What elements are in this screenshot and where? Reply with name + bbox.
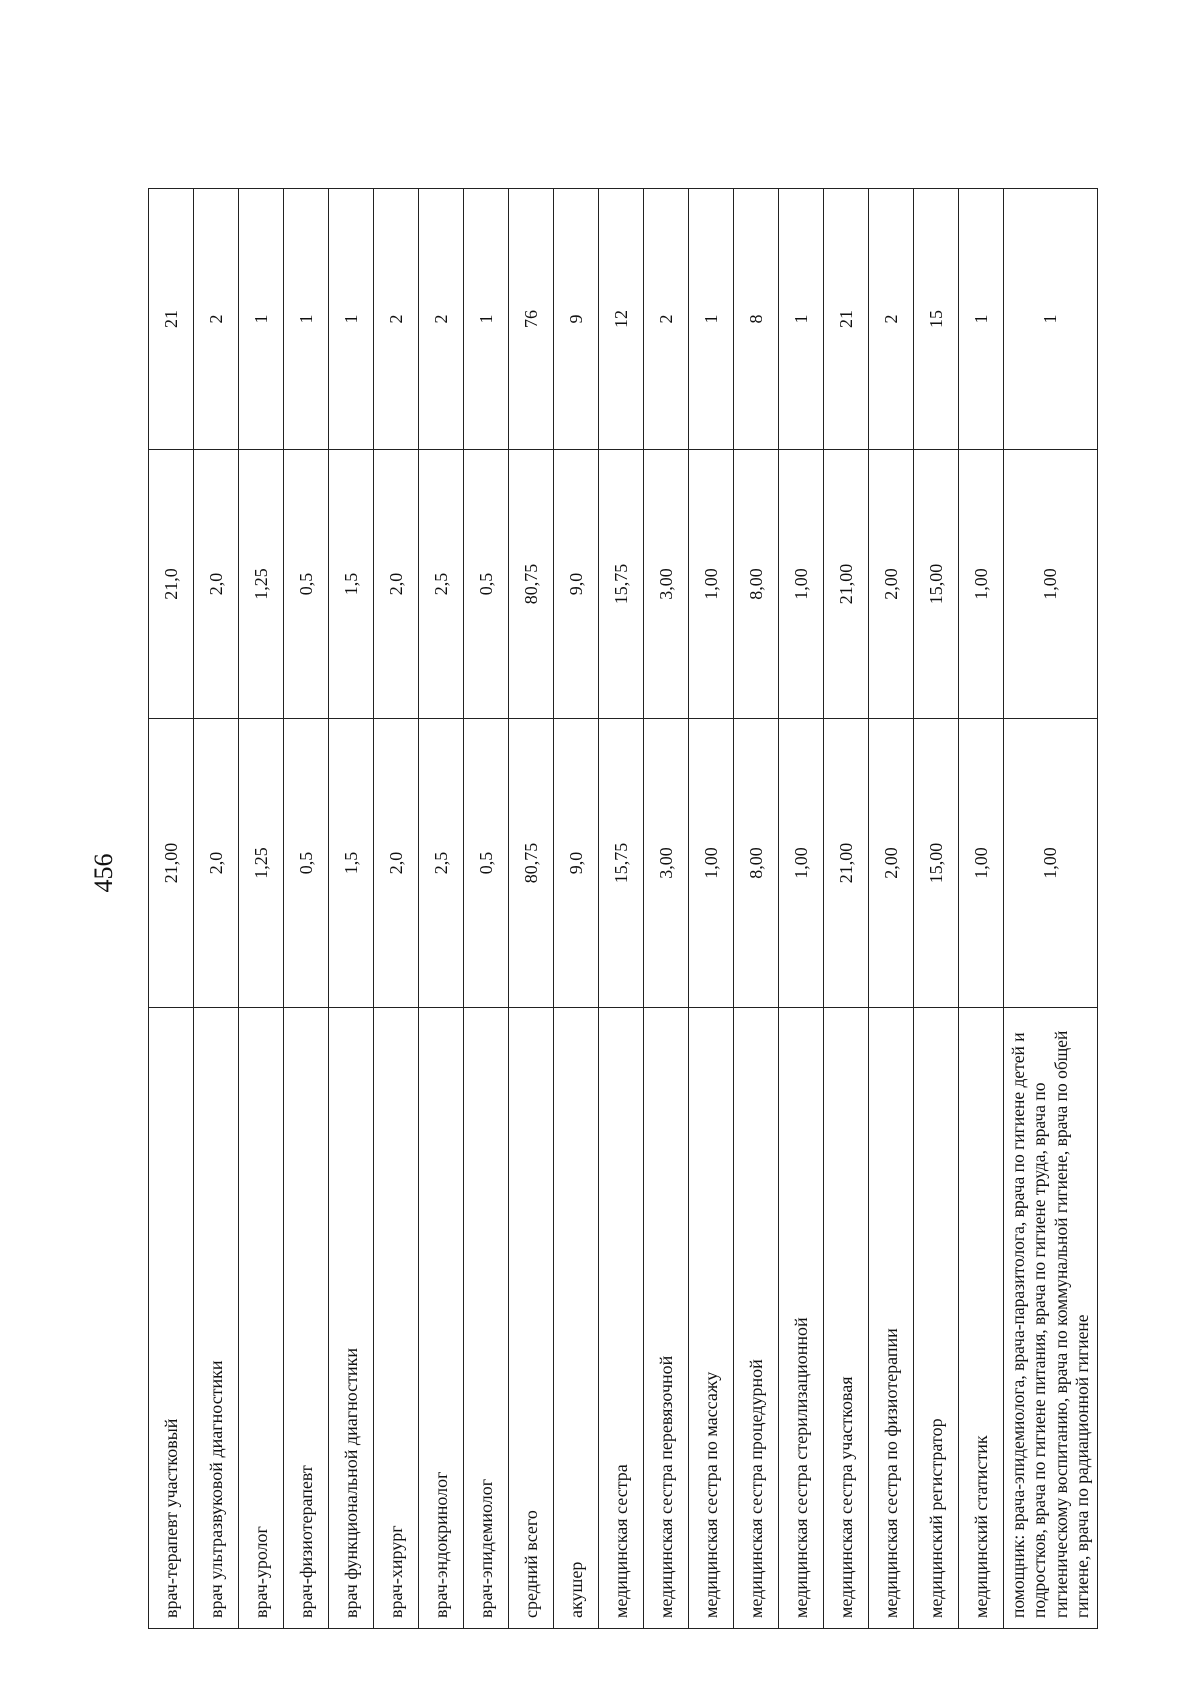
value-cell: 2 (644, 189, 689, 450)
position-name-cell: средний всего (509, 1008, 554, 1629)
value-cell: 1,5 (329, 450, 374, 719)
value-cell: 2,00 (869, 719, 914, 1008)
value-cell: 1,00 (1004, 719, 1098, 1008)
value-cell: 1,00 (1004, 450, 1098, 719)
value-cell: 2 (869, 189, 914, 450)
position-name-cell: врач-терапевт участковый (149, 1008, 194, 1629)
value-cell: 1 (329, 189, 374, 450)
value-cell: 8,00 (734, 719, 779, 1008)
value-cell: 15 (914, 189, 959, 450)
table-row (284, 189, 329, 1629)
value-cell: 2,0 (374, 450, 419, 719)
position-name-cell: врач функциональной диагностики (329, 1008, 374, 1629)
value-cell: 2,5 (419, 719, 464, 1008)
table-row (734, 189, 779, 1629)
table-row (644, 189, 689, 1629)
value-cell: 2 (374, 189, 419, 450)
value-cell: 15,75 (599, 450, 644, 719)
value-cell: 9 (554, 189, 599, 450)
value-cell: 0,5 (464, 450, 509, 719)
value-cell: 21,00 (824, 450, 869, 719)
position-name-cell: медицинская сестра по массажу (689, 1008, 734, 1629)
position-name-cell: врач-уролог (239, 1008, 284, 1629)
value-cell: 80,75 (509, 719, 554, 1008)
value-cell: 15,00 (914, 719, 959, 1008)
value-cell: 12 (599, 189, 644, 450)
value-cell: 1 (284, 189, 329, 450)
value-cell: 1 (1004, 189, 1098, 450)
value-cell: 1,25 (239, 719, 284, 1008)
position-name-cell: медицинский статистик (959, 1008, 1004, 1629)
value-cell: 2 (194, 189, 239, 450)
value-cell: 21 (824, 189, 869, 450)
table-row (329, 189, 374, 1629)
value-cell: 1,5 (329, 719, 374, 1008)
value-cell: 0,5 (464, 719, 509, 1008)
position-name-cell: врач-физиотерапевт (284, 1008, 329, 1629)
table-row (914, 189, 959, 1629)
value-cell: 8,00 (734, 450, 779, 719)
table-row (779, 189, 824, 1629)
value-cell: 2,00 (869, 450, 914, 719)
value-cell: 0,5 (284, 719, 329, 1008)
value-cell: 2,5 (419, 450, 464, 719)
value-cell: 1,00 (689, 719, 734, 1008)
value-cell: 1 (239, 189, 284, 450)
table-row (194, 189, 239, 1629)
value-cell: 21,00 (824, 719, 869, 1008)
value-cell: 1,00 (779, 719, 824, 1008)
staffing-table-sheet (148, 273, 1093, 1629)
value-cell: 21,00 (149, 719, 194, 1008)
position-name-cell: медицинская сестра стерилизационной (779, 1008, 824, 1629)
position-name-cell: врач-эпидемиолог (464, 1008, 509, 1629)
value-cell: 21 (149, 189, 194, 450)
position-name-cell: медицинская сестра (599, 1008, 644, 1629)
staffing-table-body (149, 189, 1098, 1629)
position-name-cell: медицинская сестра процедурной (734, 1008, 779, 1629)
table-row (599, 189, 644, 1629)
table-row (149, 189, 194, 1629)
table-row (239, 189, 284, 1629)
value-cell: 9,0 (554, 450, 599, 719)
value-cell: 1,00 (959, 719, 1004, 1008)
table-row (869, 189, 914, 1629)
value-cell: 1,00 (779, 450, 824, 719)
value-cell: 2,0 (194, 450, 239, 719)
position-name-cell: медицинский регистратор (914, 1008, 959, 1629)
position-name-cell: помощник: врача-эпидемиолога, врача-паразитолога, врача по гигиене детей и подростков, врача по гигиене питания, врача по гигиене труда, врача по гигиеническому воспитанию, врача по коммунальной гигиене, врача по общей гигиене, врача по радиационной гигиене (1004, 1008, 1098, 1629)
page-number: 456 (89, 853, 118, 893)
value-cell: 1 (464, 189, 509, 450)
value-cell: 1 (779, 189, 824, 450)
table-row (374, 189, 419, 1629)
table-row (689, 189, 734, 1629)
position-name-cell: медицинская сестра участковая (824, 1008, 869, 1629)
value-cell: 0,5 (284, 450, 329, 719)
value-cell: 9,0 (554, 719, 599, 1008)
table-row (1004, 189, 1098, 1629)
value-cell: 2,0 (374, 719, 419, 1008)
value-cell: 1 (959, 189, 1004, 450)
value-cell: 1,00 (959, 450, 1004, 719)
value-cell: 3,00 (644, 450, 689, 719)
value-cell: 8 (734, 189, 779, 450)
value-cell: 2,0 (194, 719, 239, 1008)
value-cell: 3,00 (644, 719, 689, 1008)
position-name-cell: медицинская сестра перевязочной (644, 1008, 689, 1629)
table-row (464, 189, 509, 1629)
value-cell: 76 (509, 189, 554, 450)
value-cell: 21,0 (149, 450, 194, 719)
value-cell: 15,00 (914, 450, 959, 719)
value-cell: 1,00 (689, 450, 734, 719)
position-name-cell: врач-эндокринолог (419, 1008, 464, 1629)
value-cell: 15,75 (599, 719, 644, 1008)
position-name-cell: врач-хирург (374, 1008, 419, 1629)
table-row (509, 189, 554, 1629)
value-cell: 2 (419, 189, 464, 450)
value-cell: 1,25 (239, 450, 284, 719)
table-row (824, 189, 869, 1629)
table-row (554, 189, 599, 1629)
table-row (959, 189, 1004, 1629)
value-cell: 80,75 (509, 450, 554, 719)
position-name-cell: врач ультразвуковой диагностики (194, 1008, 239, 1629)
position-name-cell: акушер (554, 1008, 599, 1629)
position-name-cell: медицинская сестра по физиотерапии (869, 1008, 914, 1629)
staffing-table (148, 188, 1098, 1629)
value-cell: 1 (689, 189, 734, 450)
table-row (419, 189, 464, 1629)
